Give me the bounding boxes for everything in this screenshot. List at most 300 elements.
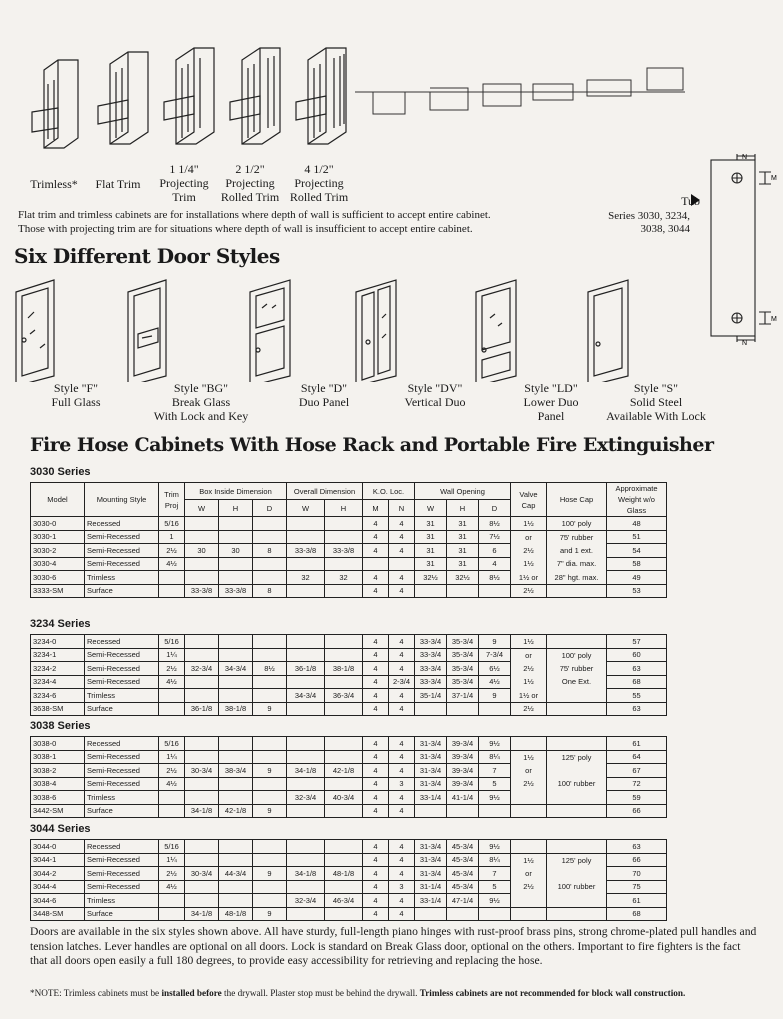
cell-ww: 31 bbox=[415, 517, 447, 531]
cell-valve: 2½ bbox=[511, 880, 547, 894]
cell-model: 3038-1 bbox=[31, 750, 85, 764]
cell-oh: 46-3/4 bbox=[325, 894, 363, 908]
cell-m: 4 bbox=[363, 648, 389, 662]
cell-weight: 54 bbox=[607, 544, 667, 558]
cell-bh: 42-1/8 bbox=[219, 804, 253, 818]
cell-ww bbox=[415, 584, 447, 598]
cell-weight: 68 bbox=[607, 907, 667, 921]
cell-bd bbox=[253, 750, 287, 764]
cell-wd: 7½ bbox=[479, 530, 511, 544]
cell-ow bbox=[287, 702, 325, 716]
cell-ow bbox=[287, 635, 325, 649]
cell-bw bbox=[185, 689, 219, 703]
door-style-s-label bbox=[596, 381, 716, 423]
cell-model: 3638-SM bbox=[31, 702, 85, 716]
cell-trim: 2½ bbox=[159, 867, 185, 881]
cell-mount: Semi-Recessed bbox=[85, 675, 159, 689]
cell-bw bbox=[185, 530, 219, 544]
cell-mount: Semi-Recessed bbox=[85, 853, 159, 867]
header-n: N bbox=[389, 500, 415, 517]
cell-trim bbox=[159, 689, 185, 703]
cell-valve: 1½ or bbox=[511, 689, 547, 703]
cell-ow: 32 bbox=[287, 571, 325, 585]
table-row bbox=[31, 530, 667, 544]
cell-valve bbox=[511, 840, 547, 854]
cell-bw bbox=[185, 648, 219, 662]
cell-weight: 55 bbox=[607, 689, 667, 703]
cell-wd: 7 bbox=[479, 867, 511, 881]
cell-bw bbox=[185, 517, 219, 531]
cell-ww: 33-3/4 bbox=[415, 648, 447, 662]
table-row bbox=[31, 737, 667, 751]
cell-mount: Trimless bbox=[85, 689, 159, 703]
header-h: H bbox=[219, 500, 253, 517]
cell-bw: 33-3/8 bbox=[185, 584, 219, 598]
cell-bh: 33-3/8 bbox=[219, 584, 253, 598]
cell-n: 4 bbox=[389, 584, 415, 598]
cell-wh: 35-3/4 bbox=[447, 675, 479, 689]
cell-model: 3038-6 bbox=[31, 791, 85, 805]
cell-ow bbox=[287, 777, 325, 791]
cell-mount: Semi-Recessed bbox=[85, 530, 159, 544]
door-style-dv-line1: Style "DV" bbox=[407, 381, 463, 395]
cell-ww: 31-3/4 bbox=[415, 867, 447, 881]
trim-label-1-1-4: 1 1/4" Projecting Trim bbox=[159, 162, 209, 204]
header-d: D bbox=[479, 500, 511, 517]
cell-valve bbox=[511, 894, 547, 908]
cell-bw bbox=[185, 675, 219, 689]
door-style-bg-line3: With Lock and Key bbox=[153, 409, 249, 423]
cell-m: 4 bbox=[363, 675, 389, 689]
footnote-mid: the drywall. Plaster stop must be behind the drywall. bbox=[221, 988, 420, 998]
cell-wh: 45-3/4 bbox=[447, 880, 479, 894]
cell-n: 4 bbox=[389, 662, 415, 676]
header-wall-opening: Wall Opening bbox=[415, 483, 511, 500]
cell-bh bbox=[219, 750, 253, 764]
cell-weight: 61 bbox=[607, 737, 667, 751]
cell-n bbox=[389, 557, 415, 571]
cell-valve: 1½ bbox=[511, 635, 547, 649]
cell-wd bbox=[479, 584, 511, 598]
cell-weight: 63 bbox=[607, 702, 667, 716]
cell-oh bbox=[325, 840, 363, 854]
cell-oh bbox=[325, 853, 363, 867]
table-row bbox=[31, 804, 667, 818]
cell-m: 4 bbox=[363, 635, 389, 649]
cell-bw: 34-1/8 bbox=[185, 907, 219, 921]
cell-model: 3038-0 bbox=[31, 737, 85, 751]
cell-bw bbox=[185, 557, 219, 571]
door-style-s-line3: Available With Lock bbox=[606, 409, 706, 423]
cell-model: 3333-SM bbox=[31, 584, 85, 598]
tub-dim-n-top: N bbox=[742, 154, 748, 161]
cell-oh: 48-1/8 bbox=[325, 867, 363, 881]
cell-wd: 8½ bbox=[479, 571, 511, 585]
cell-bd bbox=[253, 777, 287, 791]
cell-oh bbox=[325, 804, 363, 818]
cell-model: 3044-0 bbox=[31, 840, 85, 854]
trim-sections-drawing bbox=[355, 64, 705, 120]
door-style-ld-line2: Lower Duo bbox=[523, 395, 579, 409]
table-row bbox=[31, 689, 667, 703]
cell-bh: 38-3/4 bbox=[219, 764, 253, 778]
cell-m: 4 bbox=[363, 840, 389, 854]
table-row bbox=[31, 571, 667, 585]
cell-ww: 33-3/4 bbox=[415, 635, 447, 649]
door-style-f-line2: Full Glass bbox=[51, 395, 101, 409]
cell-hose bbox=[547, 689, 607, 703]
trim-profile-projecting bbox=[164, 48, 214, 144]
cell-ww bbox=[415, 907, 447, 921]
cell-bh: 48-1/8 bbox=[219, 907, 253, 921]
header-d: D bbox=[253, 500, 287, 517]
cell-trim bbox=[159, 894, 185, 908]
cell-bd: 9 bbox=[253, 867, 287, 881]
cell-weight: 68 bbox=[607, 675, 667, 689]
cell-trim: 2½ bbox=[159, 662, 185, 676]
cell-bh bbox=[219, 648, 253, 662]
header-m: M bbox=[363, 500, 389, 517]
cell-m: 4 bbox=[363, 702, 389, 716]
cell-bh bbox=[219, 517, 253, 531]
cell-hose bbox=[547, 702, 607, 716]
cell-oh bbox=[325, 517, 363, 531]
cell-n: 4 bbox=[389, 894, 415, 908]
cell-ww: 31-3/4 bbox=[415, 764, 447, 778]
cell-bd bbox=[253, 791, 287, 805]
table-row bbox=[31, 907, 667, 921]
cell-ow: 33-3/8 bbox=[287, 544, 325, 558]
door-style-ld-line3: Panel bbox=[537, 409, 565, 423]
cell-trim: 1 bbox=[159, 530, 185, 544]
cell-ow: 32-3/4 bbox=[287, 791, 325, 805]
cell-weight: 51 bbox=[607, 530, 667, 544]
trim-label-4-1-2: 4 1/2" Projecting Rolled Trim bbox=[289, 162, 349, 204]
cell-valve bbox=[511, 737, 547, 751]
cell-oh: 36-3/4 bbox=[325, 689, 363, 703]
cell-ww: 31 bbox=[415, 530, 447, 544]
cell-wd: 6 bbox=[479, 544, 511, 558]
trim-profile-rolled-4 bbox=[296, 48, 346, 144]
cell-m: 4 bbox=[363, 750, 389, 764]
cell-oh bbox=[325, 702, 363, 716]
cell-valve: 1½ bbox=[511, 517, 547, 531]
cell-oh bbox=[325, 777, 363, 791]
cell-model: 3234-0 bbox=[31, 635, 85, 649]
cell-valve: or bbox=[511, 867, 547, 881]
cell-ww: 33-3/4 bbox=[415, 675, 447, 689]
doors-description: Doors are available in the six styles shown above. All have sturdy, full-length piano hinges with rust-proof brass pins, strong chrome-plated pull handles and tension latches. Lever handles are optional on all doors. Lock is standard on Break Glass door, optional on the others. Important to fire fighters is the fact that all doors open easily a full 180 degrees, to provide easy accessibility for retrieving and replacing the hose. bbox=[30, 925, 757, 967]
cell-trim: 4½ bbox=[159, 777, 185, 791]
header-weight: Approximate Weight w/o Glass bbox=[607, 483, 667, 517]
cell-ow bbox=[287, 517, 325, 531]
cell-ow bbox=[287, 675, 325, 689]
cell-trim: 5/16 bbox=[159, 737, 185, 751]
table-row bbox=[31, 584, 667, 598]
cell-bd: 9 bbox=[253, 702, 287, 716]
cell-bw bbox=[185, 635, 219, 649]
cell-weight: 60 bbox=[607, 648, 667, 662]
table-header-row bbox=[31, 483, 667, 500]
cell-bw: 36-1/8 bbox=[185, 702, 219, 716]
cell-ow bbox=[287, 530, 325, 544]
cell-valve bbox=[511, 907, 547, 921]
cell-n: 4 bbox=[389, 737, 415, 751]
cell-trim: 2½ bbox=[159, 764, 185, 778]
cell-model: 3030-6 bbox=[31, 571, 85, 585]
cell-model: 3030-2 bbox=[31, 544, 85, 558]
footnote-bold-block: Trimless cabinets are not recommended for block wall construction. bbox=[419, 988, 686, 998]
cell-mount: Semi-Recessed bbox=[85, 867, 159, 881]
cell-bw bbox=[185, 853, 219, 867]
cell-bh bbox=[219, 571, 253, 585]
cell-bw: 30-3/4 bbox=[185, 867, 219, 881]
table-row bbox=[31, 750, 667, 764]
cell-ww: 31 bbox=[415, 557, 447, 571]
cell-ww: 33-3/4 bbox=[415, 662, 447, 676]
door-style-bg-line1: Style "BG" bbox=[173, 381, 229, 395]
cell-n: 4 bbox=[389, 702, 415, 716]
cell-hose: 125' poly bbox=[547, 750, 607, 764]
trim-profile-flat bbox=[98, 52, 148, 144]
cell-hose: One Ext. bbox=[547, 675, 607, 689]
cell-model: 3442-SM bbox=[31, 804, 85, 818]
cell-bh: 38-1/8 bbox=[219, 702, 253, 716]
cell-oh: 42-1/8 bbox=[325, 764, 363, 778]
cell-oh bbox=[325, 648, 363, 662]
series-label: 3044 Series bbox=[30, 823, 91, 835]
cell-m: 4 bbox=[363, 517, 389, 531]
door-style-d-drawing bbox=[250, 280, 290, 382]
cell-bd: 9 bbox=[253, 907, 287, 921]
cell-bh: 30 bbox=[219, 544, 253, 558]
cell-model: 3030-0 bbox=[31, 517, 85, 531]
cell-model: 3030-1 bbox=[31, 530, 85, 544]
cell-ww: 33-1/4 bbox=[415, 894, 447, 908]
cell-oh: 32 bbox=[325, 571, 363, 585]
cell-wh: 37-1/4 bbox=[447, 689, 479, 703]
cell-wh bbox=[447, 804, 479, 818]
cell-bw: 30-3/4 bbox=[185, 764, 219, 778]
door-style-ld-line1: Style "LD" bbox=[524, 381, 578, 395]
cell-hose bbox=[547, 764, 607, 778]
cell-n: 4 bbox=[389, 689, 415, 703]
header-h: H bbox=[325, 500, 363, 517]
cell-mount: Semi-Recessed bbox=[85, 764, 159, 778]
cell-valve: or bbox=[511, 648, 547, 662]
door-style-bg-drawing bbox=[128, 280, 166, 382]
cell-trim bbox=[159, 791, 185, 805]
cell-wd: 9½ bbox=[479, 791, 511, 805]
cell-m: 4 bbox=[363, 662, 389, 676]
cell-ow: 34-3/4 bbox=[287, 689, 325, 703]
table-row bbox=[31, 675, 667, 689]
cell-wh: 47-1/4 bbox=[447, 894, 479, 908]
cell-ow bbox=[287, 840, 325, 854]
cell-bh bbox=[219, 880, 253, 894]
cell-ow bbox=[287, 648, 325, 662]
header-overall-dimension: Overall Dimension bbox=[287, 483, 363, 500]
table-row bbox=[31, 880, 667, 894]
cell-valve: 1½ bbox=[511, 557, 547, 571]
cell-weight: 70 bbox=[607, 867, 667, 881]
cell-ow bbox=[287, 853, 325, 867]
cell-bh bbox=[219, 689, 253, 703]
cell-mount: Semi-Recessed bbox=[85, 662, 159, 676]
cell-wh: 39-3/4 bbox=[447, 777, 479, 791]
trim-profile-trimless bbox=[32, 60, 78, 148]
cell-model: 3044-4 bbox=[31, 880, 85, 894]
cell-bw: 30 bbox=[185, 544, 219, 558]
tub-series-line2: 3038, 3044 bbox=[640, 223, 690, 235]
table-row bbox=[31, 557, 667, 571]
cell-wh: 32½ bbox=[447, 571, 479, 585]
cell-bd bbox=[253, 840, 287, 854]
cell-m: 4 bbox=[363, 791, 389, 805]
cell-model: 3044-2 bbox=[31, 867, 85, 881]
series-label: 3030 Series bbox=[30, 466, 91, 478]
cell-trim: 2½ bbox=[159, 544, 185, 558]
cell-hose: 100' rubber bbox=[547, 777, 607, 791]
trim-profiles-drawing bbox=[14, 44, 364, 162]
cell-trim bbox=[159, 571, 185, 585]
cell-oh bbox=[325, 675, 363, 689]
cell-m: 4 bbox=[363, 571, 389, 585]
cell-m: 4 bbox=[363, 880, 389, 894]
cell-model: 3234-2 bbox=[31, 662, 85, 676]
cell-weight: 64 bbox=[607, 750, 667, 764]
cell-valve: 1½ or bbox=[511, 571, 547, 585]
tub-arrow-icon bbox=[691, 194, 700, 206]
header-w: W bbox=[415, 500, 447, 517]
header-h: H bbox=[447, 500, 479, 517]
series-spec-table bbox=[30, 634, 667, 716]
cell-hose bbox=[547, 867, 607, 881]
cell-wd: 8½ bbox=[479, 517, 511, 531]
cell-bw: 34-1/8 bbox=[185, 804, 219, 818]
door-style-dv-line2: Vertical Duo bbox=[404, 395, 466, 409]
cell-m: 4 bbox=[363, 853, 389, 867]
cell-ww: 32½ bbox=[415, 571, 447, 585]
cell-m: 4 bbox=[363, 737, 389, 751]
cell-trim bbox=[159, 804, 185, 818]
table-row bbox=[31, 544, 667, 558]
cell-ww: 31-1/4 bbox=[415, 880, 447, 894]
cell-wh: 45-3/4 bbox=[447, 867, 479, 881]
header-w: W bbox=[185, 500, 219, 517]
tub-dim-m-top: M bbox=[771, 175, 777, 182]
cell-ow bbox=[287, 557, 325, 571]
door-styles-heading: Six Different Door Styles bbox=[14, 244, 280, 268]
cell-bw bbox=[185, 880, 219, 894]
cell-valve: 2½ bbox=[511, 584, 547, 598]
cell-wh: 31 bbox=[447, 557, 479, 571]
cell-wh: 39-3/4 bbox=[447, 750, 479, 764]
cell-hose: 100' rubber bbox=[547, 880, 607, 894]
door-style-s-drawing bbox=[588, 280, 628, 382]
cell-oh bbox=[325, 880, 363, 894]
cell-hose bbox=[547, 894, 607, 908]
table-row bbox=[31, 764, 667, 778]
cabinets-heading: Fire Hose Cabinets With Hose Rack and Portable Fire Extinguisher bbox=[30, 434, 714, 456]
cell-hose: 100' poly bbox=[547, 648, 607, 662]
cell-mount: Surface bbox=[85, 702, 159, 716]
series-spec-table bbox=[30, 736, 667, 818]
trim-label-2-1-2: 2 1/2" Projecting Rolled Trim bbox=[220, 162, 280, 204]
cell-wd bbox=[479, 907, 511, 921]
cell-trim: 5/16 bbox=[159, 517, 185, 531]
tub-series-line1: Series 3030, 3234, bbox=[608, 210, 690, 222]
door-style-ld-label bbox=[506, 381, 596, 423]
cell-valve bbox=[511, 804, 547, 818]
cell-m: 4 bbox=[363, 804, 389, 818]
tub-dim-n-bottom: N bbox=[742, 340, 748, 346]
header-ko-loc: K.O. Loc. bbox=[363, 483, 415, 500]
cell-ww: 31-3/4 bbox=[415, 737, 447, 751]
cell-wd bbox=[479, 804, 511, 818]
cell-bd: 8 bbox=[253, 544, 287, 558]
cell-wd: 4 bbox=[479, 557, 511, 571]
cell-bh: 34-3/4 bbox=[219, 662, 253, 676]
cell-n: 4 bbox=[389, 544, 415, 558]
table-row bbox=[31, 662, 667, 676]
door-style-f-label bbox=[36, 381, 116, 409]
cell-wd: 4½ bbox=[479, 675, 511, 689]
door-style-f-line1: Style "F" bbox=[53, 381, 99, 395]
cell-valve: 2½ bbox=[511, 662, 547, 676]
cell-oh bbox=[325, 750, 363, 764]
cell-n: 4 bbox=[389, 791, 415, 805]
cell-wh bbox=[447, 584, 479, 598]
cell-bd bbox=[253, 675, 287, 689]
cell-model: 3448-SM bbox=[31, 907, 85, 921]
cell-hose: 7" dia. max. bbox=[547, 557, 607, 571]
cell-ow bbox=[287, 737, 325, 751]
cell-wd: 5 bbox=[479, 880, 511, 894]
cell-wd bbox=[479, 702, 511, 716]
cell-bd bbox=[253, 853, 287, 867]
cell-bd: 9 bbox=[253, 764, 287, 778]
tub-title: Tub bbox=[681, 194, 700, 208]
cell-ow: 34-1/8 bbox=[287, 867, 325, 881]
cell-mount: Trimless bbox=[85, 571, 159, 585]
header-mounting-style: Mounting Style bbox=[85, 483, 159, 517]
cell-wh: 45-3/4 bbox=[447, 853, 479, 867]
cell-wd: 9 bbox=[479, 689, 511, 703]
cell-mount: Semi-Recessed bbox=[85, 750, 159, 764]
cell-mount: Semi-Recessed bbox=[85, 648, 159, 662]
cell-wh: 39-3/4 bbox=[447, 737, 479, 751]
cell-mount: Semi-Recessed bbox=[85, 544, 159, 558]
cell-ww: 31-3/4 bbox=[415, 853, 447, 867]
cell-bd bbox=[253, 689, 287, 703]
cell-oh: 40-3/4 bbox=[325, 791, 363, 805]
cell-n: 4 bbox=[389, 635, 415, 649]
cell-m: 4 bbox=[363, 894, 389, 908]
cell-bd bbox=[253, 894, 287, 908]
cell-weight: 63 bbox=[607, 840, 667, 854]
cell-n: 4 bbox=[389, 804, 415, 818]
cell-ww: 31-3/4 bbox=[415, 750, 447, 764]
table-row bbox=[31, 702, 667, 716]
cell-model: 3234-6 bbox=[31, 689, 85, 703]
cell-hose bbox=[547, 635, 607, 649]
cell-trim bbox=[159, 702, 185, 716]
cell-wd: 7 bbox=[479, 764, 511, 778]
cell-trim: 5/16 bbox=[159, 635, 185, 649]
cell-oh bbox=[325, 584, 363, 598]
cell-mount: Recessed bbox=[85, 737, 159, 751]
